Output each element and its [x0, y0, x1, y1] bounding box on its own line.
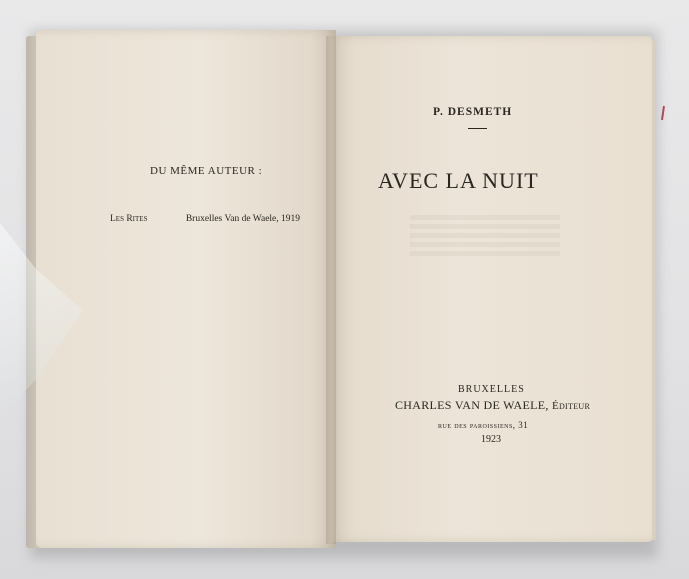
previous-work-line [110, 214, 300, 224]
publication-year: 1923 [481, 434, 501, 445]
book-title: AVEC LA NUIT [378, 168, 539, 193]
title-rule [468, 128, 487, 129]
book-gutter [326, 36, 336, 544]
publisher-line [395, 398, 590, 413]
publisher-name: CHARLES VAN DE WAELE, [395, 398, 549, 412]
show-through-text [410, 215, 560, 260]
previous-work-publisher: Bruxelles Van de Waele, 1919 [185, 214, 301, 224]
previous-work-title: Les Rites [110, 214, 148, 224]
publisher-address: rue des paroissiens, 31 [438, 420, 529, 430]
author-name: P. DESMETH [433, 106, 513, 118]
left-page [36, 30, 336, 548]
du-meme-auteur-heading: DU MÊME AUTEUR : [150, 165, 263, 177]
publisher-role: Éditeur [551, 400, 591, 412]
background-mark [661, 106, 665, 120]
publisher-city: BRUXELLES [458, 384, 525, 395]
